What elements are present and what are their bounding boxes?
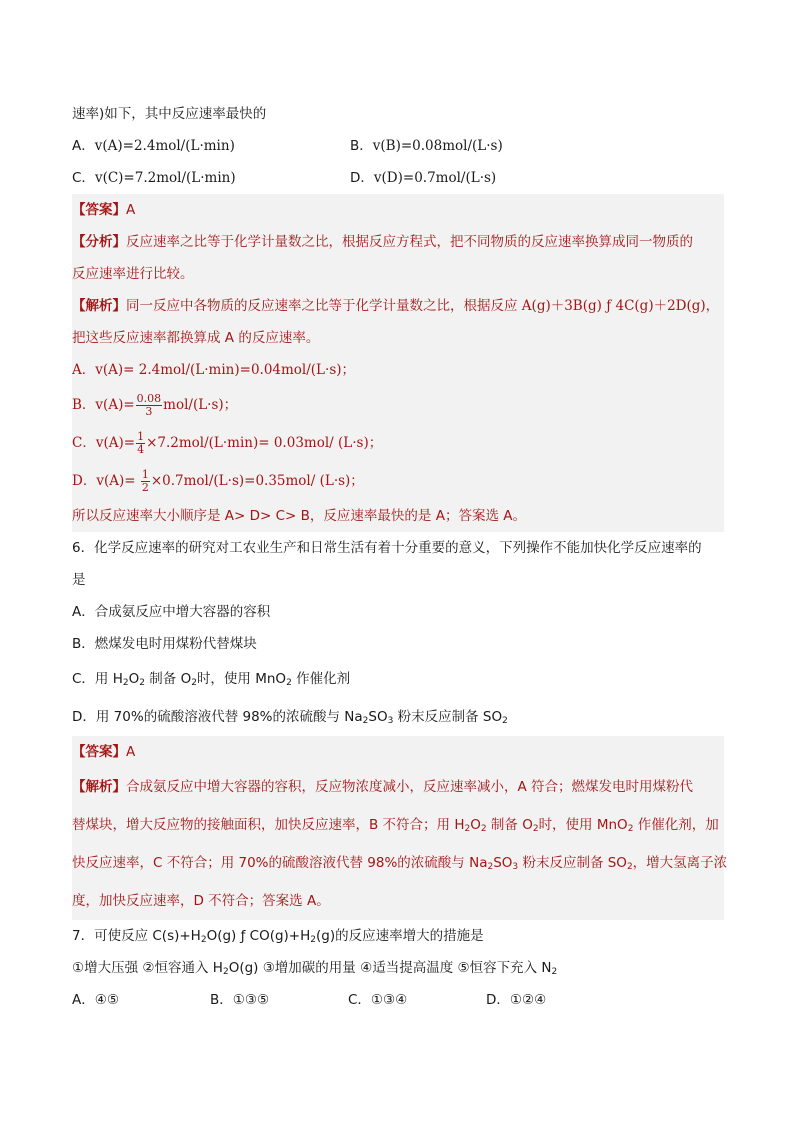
q6-option-a[interactable]: A．合成氨反应中增大容器的容积 [72,604,271,620]
q5-analysis-line-1: 【分析】反应速率之比等于化学计量数之比，根据反应方程式，把不同物质的反应速率换算成同一物质的 [72,226,724,258]
q5-calc-d: D．v(A)= $\frac{1}{2}$ ×0.7mol/(L·s)=0.35mol/ (L·s)； [72,462,724,500]
q7-option-d[interactable]: D．①②④ [486,992,547,1008]
q5-option-c[interactable]: C．v(C)=7.2mol/(L·min) [72,170,236,186]
q5-option-a[interactable]: A．v(A)=2.4mol/(L·min) [72,138,235,154]
q6-option-b[interactable]: B．燃煤发电时用煤粉代替煤块 [72,636,257,652]
q6-stem-line-2: 是 [72,572,86,588]
q7-option-c[interactable]: C．①③④ [348,992,408,1008]
q6-option-d[interactable]: D．用 70%的硫酸溶液代替 98%的浓硫酸与 $Na_2SO_3$ 粉末反应制备 $SO_2$ [72,709,508,726]
q6-explain-line-4: 度，加快反应速率，D 不符合；答案选 A。 [72,882,724,920]
q5-conclusion: 所以反应速率大小顺序是 A> D> C> B，反应速率最快的是 A；答案选 A。 [72,500,724,532]
q7-measures: ①增大压强 ②恒容通入 $H_2O(g)$ ③增加碳的用量 ④适当提高温度 ⑤恒容下充入 $N_2$ [72,960,558,977]
q6-answer: 【答案】A [72,736,724,768]
fraction: $\frac{0.08}{3}$ [136,392,162,418]
q5-options-row-1 [72,130,724,162]
q6-explain-line-1: 【解析】合成氨反应中增大容器的容积，反应物浓度减小，反应速率减小，A 符合；燃煤发电时用煤粉代 [72,768,724,806]
fraction: $\frac{1}{2}$ [141,468,149,494]
q5-option-b[interactable]: B．v(B)=0.08mol/(L·s) [350,138,503,154]
q5-calc-c: C．v(A)= $\frac{1}{4}$ ×7.2mol/(L·min)= 0.03mol/ (L·s)； [72,424,724,462]
q5-explain-line-1: 【解析】同一反应中各物质的反应速率之比等于化学计量数之比，根据反应 A(g)＋3B(g) ƒ 4C(g)＋2D(g)， [72,290,724,322]
q7-options [72,984,724,1016]
q6-option-c[interactable]: C．用 $H_2O_2$ 制备 $O_2$时，使用 MnO$_2$ 作催化剂 [72,671,351,688]
q5-analysis-line-2: 反应速率进行比较。 [72,258,724,290]
q5-stem-tail: 速率)如下，其中反应速率最快的 [72,106,267,122]
q7-stem: 7．可使反应 $C(s)+H_2O(g)$ ƒ $CO(g)+H_2(g)$的反应速率增大的措施是 [72,928,484,945]
q5-option-d[interactable]: D．v(D)=0.7mol/(L·s) [350,170,497,186]
q7-option-b[interactable]: B．①③⑤ [210,992,270,1008]
q5-calc-b: B．v(A)= $\frac{0.08}{3}$ mol/(L·s)； [72,386,724,424]
fraction: $\frac{1}{4}$ [137,430,145,456]
q6-explain-line-2: 替煤块，增大反应物的接触面积，加快反应速率，B 不符合；用 $H_2O_2$ 制备 $O_2$时，使用 MnO$_2$ 作催化剂，加 [72,806,724,844]
q5-calc-a: A．v(A)= 2.4mol/(L·min)=0.04mol/(L·s)； [72,354,724,386]
q6-stem-line-1: 6．化学反应速率的研究对工农业生产和日常生活有着十分重要的意义，下列操作不能加快化学反应速率的 [72,540,702,556]
q5-options-row-2 [72,162,724,194]
q6-explain-line-3: 快反应速率，C 不符合；用 70%的硫酸溶液代替 98%的浓硫酸与 $Na_2SO_3$ 粉末反应制备 $SO_2$，增大氢离子浓 [72,844,724,882]
q7-option-a[interactable]: A．④⑤ [72,992,119,1008]
q5-answer: 【答案】A [72,194,724,226]
q5-explain-line-2: 把这些反应速率都换算成 A 的反应速率。 [72,322,724,354]
document-page [72,98,728,1016]
